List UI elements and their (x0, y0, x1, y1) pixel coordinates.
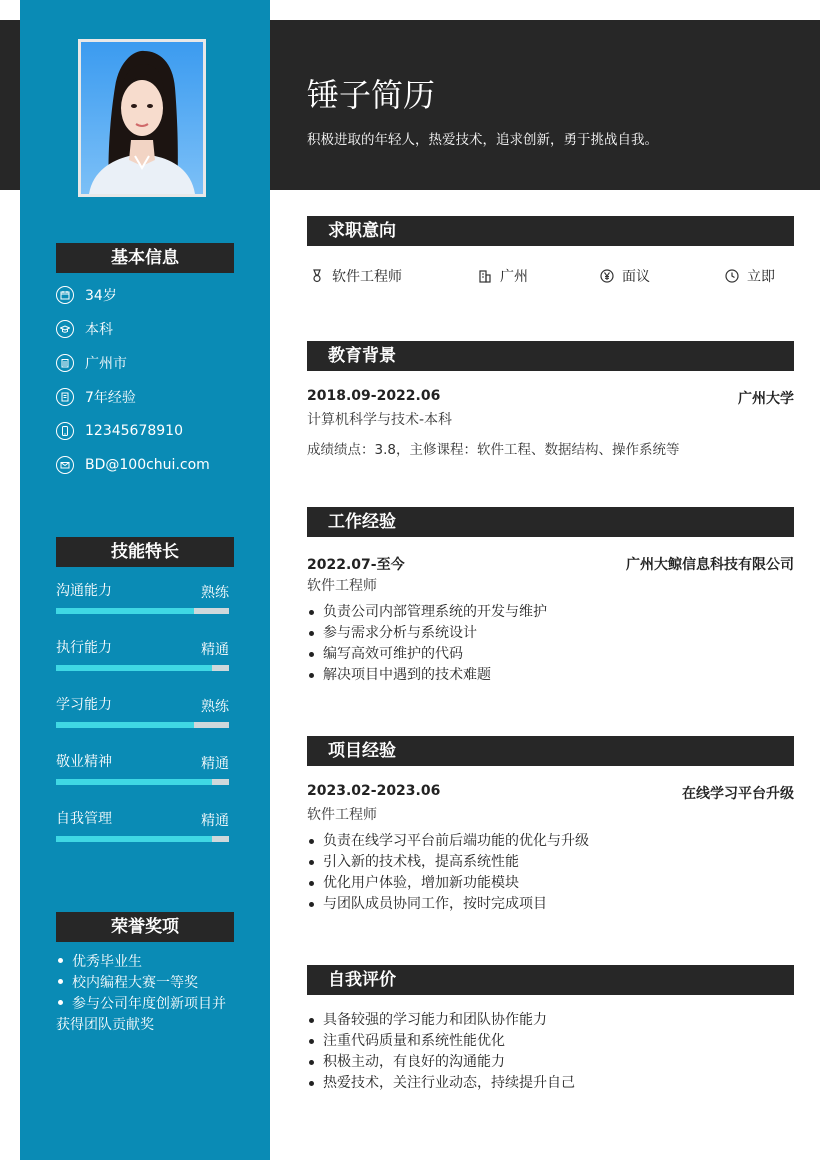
skill-name: 沟通能力 (56, 583, 112, 599)
list-item: 与团队成员协同工作，按时完成项目 (309, 894, 789, 915)
work-date: 2022.07-至今 (307, 557, 405, 573)
bullet-icon (309, 1081, 314, 1086)
list-item: 优化用户体验，增加新功能模块 (309, 873, 789, 894)
building-icon (56, 354, 74, 372)
bullet-icon (58, 958, 63, 963)
info-phone (56, 420, 183, 442)
self-eval-heading: 自我评价 (307, 965, 794, 995)
honors-heading: 荣誉奖项 (56, 912, 234, 942)
phone-icon (56, 422, 74, 440)
skill-level: 精通 (201, 756, 229, 772)
info-city (56, 352, 127, 374)
bullet-icon (309, 902, 314, 907)
basic-info-heading: 基本信息 (56, 243, 234, 273)
info-experience (56, 386, 136, 408)
intent-position: 软件工程师 (310, 266, 402, 286)
info-email-text: BD@100chui.com (85, 457, 210, 473)
bullet-icon (58, 979, 63, 984)
info-phone-text: 12345678910 (85, 423, 183, 439)
skill-progress-track (56, 779, 229, 785)
skill-name: 学习能力 (56, 697, 112, 713)
calendar-icon (56, 286, 74, 304)
list-item: 优秀毕业生 (56, 952, 236, 973)
bullet-icon (309, 652, 314, 657)
list-item: 校内编程大赛一等奖 (56, 973, 236, 994)
document-icon (56, 388, 74, 406)
self-eval-list (309, 1010, 789, 1094)
skill-progress-track (56, 608, 229, 614)
work-role: 软件工程师 (307, 578, 377, 594)
info-city-text: 广州市 (85, 356, 127, 372)
intent-salary: 面议 (600, 266, 650, 286)
list-item: 具备较强的学习能力和团队协作能力 (309, 1010, 789, 1031)
list-item: 引入新的技术栈，提高系统性能 (309, 852, 789, 873)
skill-item (56, 637, 229, 677)
bullet-icon (309, 1039, 314, 1044)
project-name: 在线学习平台升级 (682, 786, 794, 802)
skill-level: 熟练 (201, 699, 229, 715)
skill-name: 敬业精神 (56, 754, 112, 770)
intent-heading: 求职意向 (307, 216, 794, 246)
list-item: 参与需求分析与系统设计 (309, 623, 789, 644)
work-company: 广州大鲸信息科技有限公司 (626, 557, 794, 573)
list-item: 负责公司内部管理系统的开发与维护 (309, 602, 789, 623)
bullet-icon (58, 1000, 63, 1005)
info-age (56, 284, 117, 306)
bullet-icon (309, 1060, 314, 1065)
skill-item (56, 808, 229, 848)
list-item: 编写高效可维护的代码 (309, 644, 789, 665)
skill-progress-fill (56, 836, 212, 842)
mail-icon (56, 456, 74, 474)
list-item: 注重代码质量和系统性能优化 (309, 1031, 789, 1052)
info-experience-text: 7年经验 (85, 390, 136, 406)
clock-icon (725, 269, 739, 283)
education-date: 2018.09-2022.06 (307, 388, 441, 404)
education-major: 计算机科学与技术-本科 (307, 412, 453, 428)
project-role: 软件工程师 (307, 807, 377, 823)
project-date: 2023.02-2023.06 (307, 783, 441, 799)
project-duties-list (309, 831, 789, 915)
honors-list (56, 952, 236, 1036)
skill-name: 执行能力 (56, 640, 112, 656)
yen-icon (600, 269, 614, 283)
skill-level: 精通 (201, 813, 229, 829)
skill-level: 精通 (201, 642, 229, 658)
bullet-icon (309, 860, 314, 865)
skill-item (56, 694, 229, 734)
work-heading: 工作经验 (307, 507, 794, 537)
education-school: 广州大学 (738, 391, 794, 407)
building-icon (478, 269, 492, 283)
portrait-image (81, 42, 203, 194)
bullet-icon (309, 673, 314, 678)
medal-icon (310, 269, 324, 283)
skill-progress-track (56, 665, 229, 671)
skill-progress-fill (56, 722, 194, 728)
info-degree (56, 318, 113, 340)
intent-row (310, 266, 794, 288)
skill-item (56, 580, 229, 620)
skill-progress-track (56, 836, 229, 842)
list-item: 参与公司年度创新项目并获得团队贡献奖 (56, 996, 226, 1033)
info-email (56, 454, 210, 476)
profile-photo (78, 39, 206, 197)
bullet-icon (309, 881, 314, 886)
education-heading: 教育背景 (307, 341, 794, 371)
list-item: 热爱技术，关注行业动态，持续提升自己 (309, 1073, 789, 1094)
skill-name: 自我管理 (56, 811, 112, 827)
bullet-icon (309, 839, 314, 844)
graduation-cap-icon (56, 320, 74, 338)
work-duties-list (309, 602, 789, 686)
skill-progress-fill (56, 779, 212, 785)
skill-item (56, 751, 229, 791)
education-detail: 成绩绩点：3.8，主修课程：软件工程、数据结构、操作系统等 (307, 442, 680, 458)
project-heading: 项目经验 (307, 736, 794, 766)
page-title: 锤子简历 (307, 76, 436, 114)
skills-heading: 技能特长 (56, 537, 234, 567)
tagline: 积极进取的年轻人，热爱技术，追求创新，勇于挑战自我。 (307, 132, 658, 148)
skill-level: 熟练 (201, 585, 229, 601)
skill-progress-fill (56, 608, 194, 614)
intent-city: 广州 (478, 266, 528, 286)
info-age-text: 34岁 (85, 288, 117, 304)
list-item: 积极主动，有良好的沟通能力 (309, 1052, 789, 1073)
info-degree-text: 本科 (85, 322, 113, 338)
list-item: 解决项目中遇到的技术难题 (309, 665, 789, 686)
skill-progress-track (56, 722, 229, 728)
list-item: 负责在线学习平台前后端功能的优化与升级 (309, 831, 789, 852)
bullet-icon (309, 631, 314, 636)
skill-progress-fill (56, 665, 212, 671)
intent-availability: 立即 (725, 266, 775, 286)
bullet-icon (309, 1018, 314, 1023)
bullet-icon (309, 610, 314, 615)
